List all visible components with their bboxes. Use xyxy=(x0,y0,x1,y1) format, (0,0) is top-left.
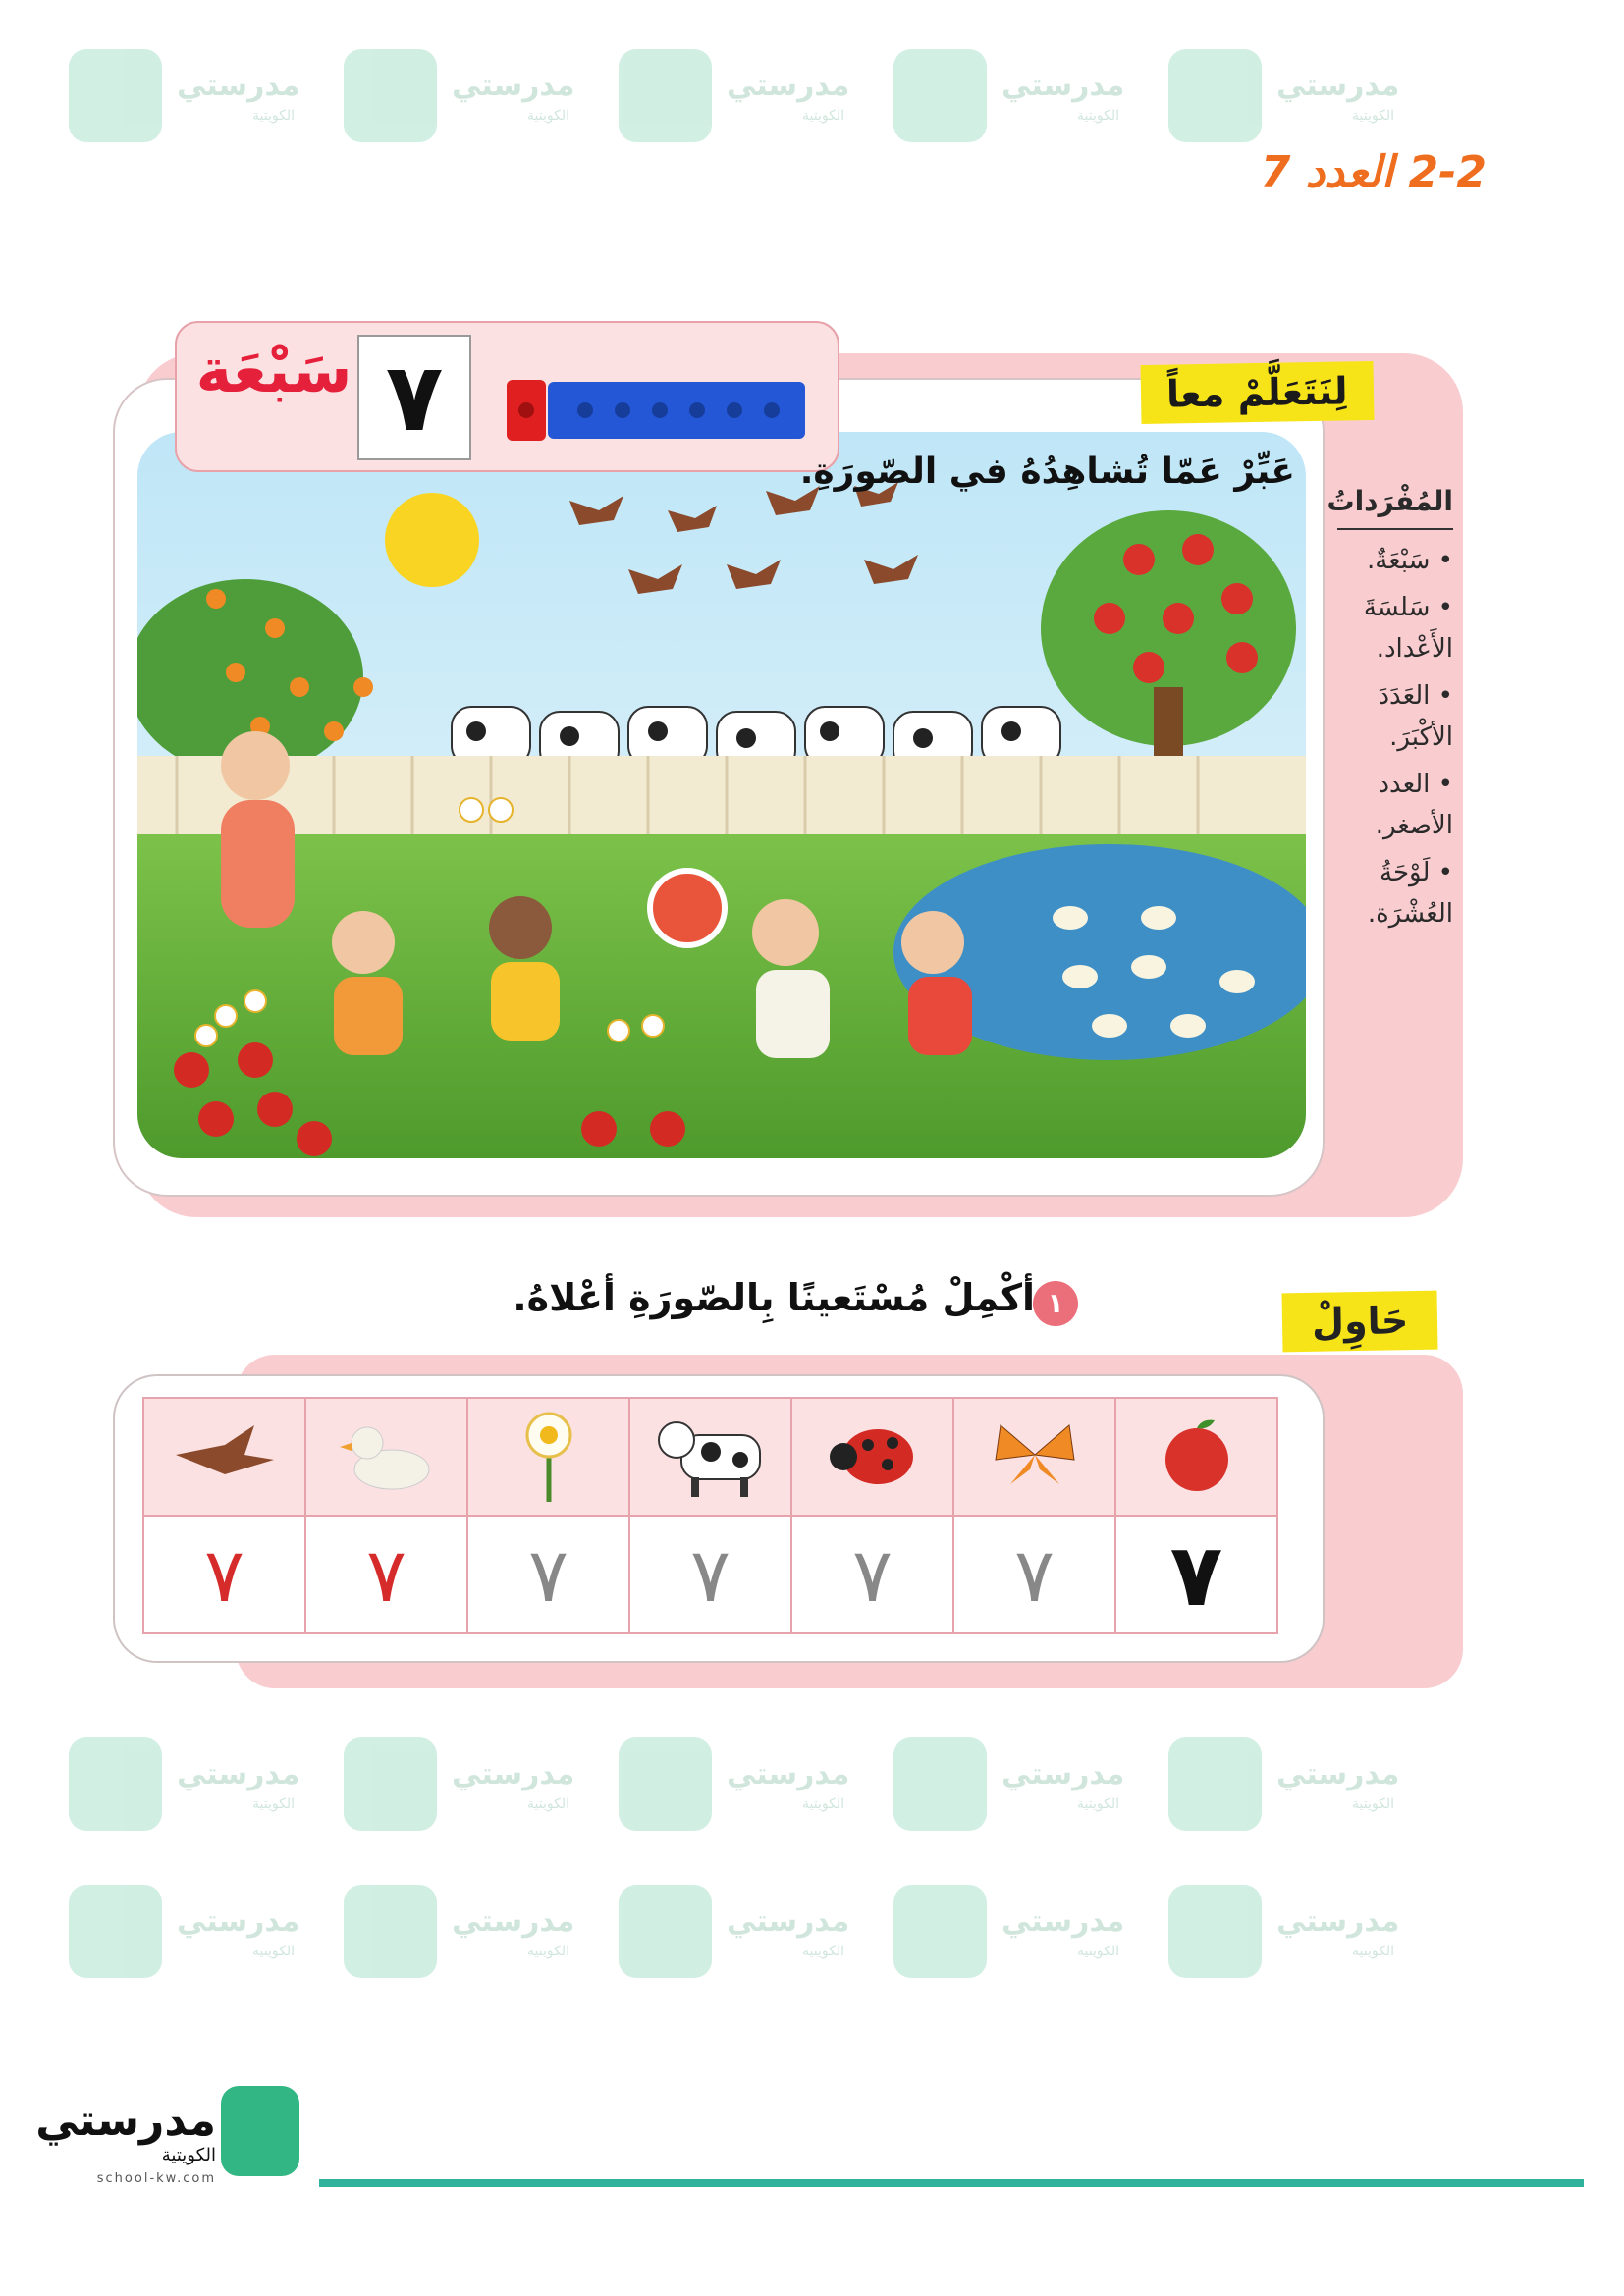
vocabulary-item: • سَلسَةَ الأَعْداد. xyxy=(1363,593,1453,664)
number-word: سَبْعَة xyxy=(195,335,352,406)
digit-cell: ٧ xyxy=(1115,1516,1277,1633)
ladybug-icon xyxy=(824,1415,922,1494)
digit-cell[interactable]: ٧ xyxy=(791,1516,953,1633)
vocabulary-title: المُفْرَداتُ xyxy=(1337,481,1453,530)
table-cell xyxy=(467,1398,629,1516)
table-cell xyxy=(143,1398,305,1516)
brand-name: مدرستي xyxy=(35,2096,216,2146)
butterfly-icon xyxy=(986,1415,1084,1494)
try-label: حَاوِلْ xyxy=(1281,1291,1437,1353)
apple-icon xyxy=(1153,1415,1241,1494)
exercise-number: ١ xyxy=(1033,1281,1078,1326)
digit-cell[interactable]: ٧ xyxy=(629,1516,791,1633)
learn-together-label: لِنَتَعَلَّمْ معاً xyxy=(1141,361,1375,424)
digit-cell[interactable]: ٧ xyxy=(467,1516,629,1633)
bird-icon xyxy=(166,1415,284,1494)
sun-icon xyxy=(385,493,479,587)
number-card xyxy=(175,321,839,472)
vocabulary-box xyxy=(1326,481,1453,940)
footer-divider xyxy=(319,2179,1584,2187)
vocabulary-item: • سَبْعَةٌ. xyxy=(1367,546,1453,575)
table-cell xyxy=(305,1398,467,1516)
vocabulary-item: • لَوْحَةُ العُشْرَة. xyxy=(1367,858,1453,929)
lesson-title: 2-2 العدد 7 xyxy=(1260,147,1487,197)
scene-prompt: عَبِّرْ عَمّا تُشاهِدُهُ في الصّورَةِ. xyxy=(799,452,1295,492)
duck-icon xyxy=(338,1415,436,1494)
scene-illustration xyxy=(137,432,1306,1158)
brand-logo-icon xyxy=(221,2086,299,2176)
exercise-table xyxy=(142,1397,1278,1634)
flower-icon xyxy=(514,1406,583,1504)
vocabulary-item: • العَدَدَ الأكْبَرَ. xyxy=(1378,681,1453,752)
number-digit: ٧ xyxy=(357,335,471,460)
vocabulary-item: • العدد الأصغر. xyxy=(1375,770,1453,840)
table-cell xyxy=(953,1398,1115,1516)
linking-cubes-icon xyxy=(507,376,811,447)
digit-cell: ٧ xyxy=(305,1516,467,1633)
exercise-instruction: أكْمِلْ مُسْتَعينًا بِالصّورَةِ أعْلاهُ. xyxy=(513,1276,1035,1319)
brand-subtitle: الكويتية xyxy=(161,2145,216,2165)
brand-url: school-kw.com xyxy=(96,2171,216,2186)
digit-cell[interactable]: ٧ xyxy=(953,1516,1115,1633)
table-cell xyxy=(629,1398,791,1516)
table-cell xyxy=(1115,1398,1277,1516)
table-cell xyxy=(791,1398,953,1516)
digit-cell: ٧ xyxy=(143,1516,305,1633)
ball-icon xyxy=(650,871,725,945)
cow-icon xyxy=(652,1411,770,1499)
